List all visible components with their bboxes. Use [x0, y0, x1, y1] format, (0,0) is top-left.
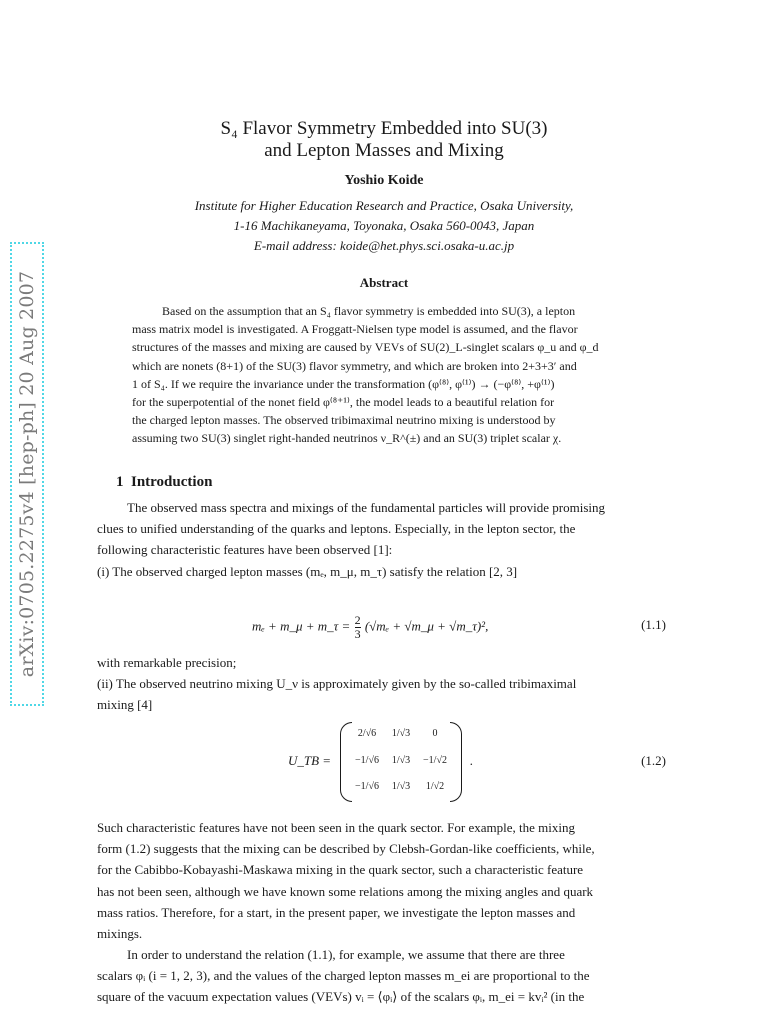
text-line: mass ratios. Therefore, for a start, in the present paper, we investigate the lepton masses and [97, 904, 576, 920]
email-line: E-mail address: koide@het.phys.sci.osaka-u.ac.jp [253, 238, 515, 253]
matrix-cell: 2/√6 [357, 728, 377, 739]
matrix-cell: −1/√2 [423, 755, 447, 766]
matrix-cell: 1/√3 [391, 728, 411, 739]
text-line: (ii) The observed neutrino mixing U_ν is approximately given by the so-called tribimaximal [97, 676, 577, 692]
abstract-line: which are nonets (8+1) of the SU(3) flavor symmetry, and which are broken into 2+3+3′ and [132, 358, 577, 373]
matrix-cell: −1/√6 [355, 781, 379, 792]
text-line: has not been seen, although we have known some relations among the mixing angles and quark [97, 883, 594, 899]
text-line: In order to understand the relation (1.1), for example, we assume that there are three [127, 947, 565, 962]
abstract-line: mass matrix model is investigated. A Froggatt-Nielsen type model is assumed, and the flavor [132, 322, 578, 337]
eq1-fraction [355, 614, 361, 641]
paragraph-3 [97, 817, 667, 944]
abstract-line: the charged lepton masses. The observed tribimaximal neutrino mixing is understood by [132, 413, 556, 428]
text-line: form (1.2) suggests that the mixing can be described by Clebsh-Gordan-like coefficients, while, [97, 841, 595, 857]
text-line: Such characteristic features have not been seen in the quark sector. For example, the mixing [97, 820, 575, 835]
matrix-cell: 1/√3 [391, 781, 411, 792]
title-line-2: and Lepton Masses and Mixing [264, 140, 504, 161]
eq1-lhs: mₑ + m_μ + m_τ = [252, 618, 351, 634]
affiliation-line-2: 1-16 Machikaneyama, Toyonaka, Osaka 560-0043, Japan [233, 218, 535, 233]
eq2-lhs: U_TB = [288, 753, 332, 768]
text-line: scalars φᵢ (i = 1, 2, 3), and the values of the charged lepton masses m_ei are proportional to the [97, 968, 590, 984]
matrix-cell: 1/√2 [425, 781, 445, 792]
equation-1 [252, 614, 488, 641]
matrix-right-paren [450, 722, 462, 802]
text-line: clues to unified understanding of the quarks and leptons. Especially, in the lepton sector, the [97, 521, 576, 537]
paper-title [0, 118, 768, 162]
arxiv-stamp [10, 242, 44, 706]
eq2-number: (1.2) [641, 753, 666, 768]
text-line: The observed mass spectra and mixings of the fundamental particles will provide promising [127, 500, 605, 515]
text-line: square of the vacuum expectation values (VEVs) vᵢ = ⟨φᵢ⟩ of the scalars φᵢ, m_ei = kvᵢ² (in the [97, 989, 585, 1005]
paragraph-1 [97, 497, 667, 582]
tribimaximal-matrix [340, 722, 462, 802]
arxiv-id: arXiv:0705.2275v4 [hep-ph] 20 Aug 2007 [16, 270, 38, 678]
affiliation-line-1: Institute for Higher Education Research and Practice, Osaka University, [194, 198, 574, 213]
paragraph-4 [97, 944, 667, 1008]
matrix-cell: 1/√3 [391, 755, 411, 766]
eq2-period: . [470, 753, 474, 768]
abstract-line: 1 of S₄. If we require the invariance under the transformation (φ⁽⁸⁾, φ⁽¹⁾) → (−φ⁽⁸⁾, +φ⁽¹⁾) [132, 376, 555, 391]
section-heading [116, 474, 212, 491]
affiliation [0, 196, 768, 256]
abstract-heading: Abstract [359, 275, 409, 290]
text-line: (i) The observed charged lepton masses (mₑ, m_μ, m_τ) satisfy the relation [2, 3] [97, 563, 518, 579]
title-line-1: S₄ Flavor Symmetry Embedded into SU(3) [220, 118, 548, 139]
paragraph-2 [97, 652, 667, 716]
text-line: with remarkable precision; [97, 655, 237, 670]
abstract-line: structures of the masses and mixing are caused by VEVs of SU(2)_L-singlet scalars φ_u and φ_d [132, 340, 599, 355]
author: Yoshio Koide [344, 173, 424, 188]
text-line: mixings. [97, 925, 143, 941]
section-number: 1 [116, 474, 124, 490]
abstract-line: Based on the assumption that an S₄ flavor symmetry is embedded into SU(3), a lepton [162, 304, 576, 318]
eq1-frac-num: 2 [354, 613, 361, 627]
matrix-left-paren [340, 722, 352, 802]
text-line: mixing [4] [97, 697, 153, 713]
section-title: Introduction [131, 474, 213, 490]
eq1-number: (1.1) [641, 617, 666, 632]
abstract-line: for the superpotential of the nonet field φ⁽⁸⁺¹⁾, the model leads to a beautiful relation for [132, 394, 555, 409]
eq1-frac-den: 3 [354, 627, 361, 641]
abstract-line: assuming two SU(3) singlet right-handed neutrinos ν_R^(±) and an SU(3) triplet scalar χ. [132, 431, 562, 446]
abstract [132, 302, 632, 448]
matrix-cell: 0 [432, 728, 438, 739]
text-line: following characteristic features have been observed [1]: [97, 542, 393, 558]
text-line: for the Cabibbo-Kobayashi-Maskawa mixing in the quark sector, such a characteristic feature [97, 862, 584, 878]
eq1-rhs: (√mₑ + √m_μ + √m_τ)², [364, 618, 489, 634]
matrix-cell: −1/√6 [355, 755, 379, 766]
